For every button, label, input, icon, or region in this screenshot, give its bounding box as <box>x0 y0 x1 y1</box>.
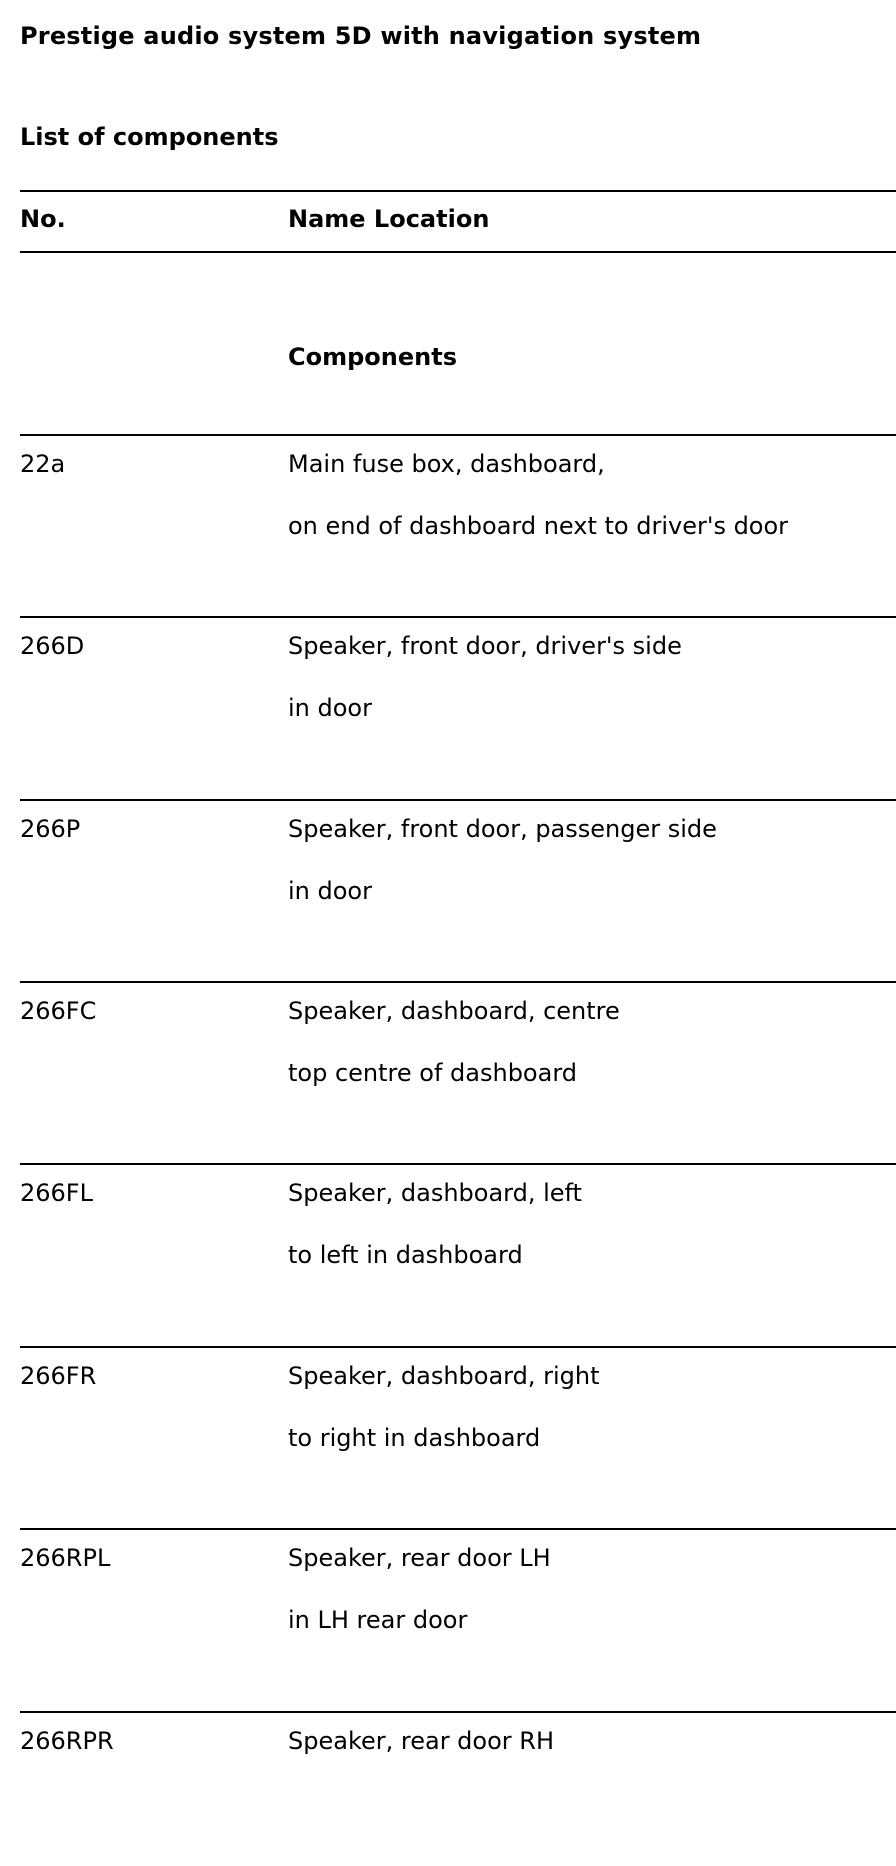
row-rule <box>20 616 896 618</box>
row-rule <box>20 1346 896 1348</box>
row-rule <box>20 434 896 436</box>
row-no: 22a <box>20 450 66 478</box>
row-location: on end of dashboard next to driver's door <box>288 512 789 540</box>
row-name: Speaker, front door, passenger side <box>288 815 717 843</box>
section-heading: List of components <box>20 123 279 151</box>
row-no: 266FC <box>20 997 97 1025</box>
row-no: 266FR <box>20 1362 97 1390</box>
document-title: Prestige audio system 5D with navigation system <box>20 22 702 50</box>
row-location: in door <box>288 877 372 905</box>
row-name: Main fuse box, dashboard, <box>288 450 605 478</box>
row-rule <box>20 981 896 983</box>
row-location: to left in dashboard <box>288 1241 523 1269</box>
header-name-location: Name Location <box>288 205 490 233</box>
row-rule <box>20 799 896 801</box>
row-no: 266D <box>20 632 85 660</box>
row-name: Speaker, rear door RH <box>288 1727 555 1755</box>
row-rule <box>20 1528 896 1530</box>
row-name: Speaker, dashboard, left <box>288 1179 582 1207</box>
row-name: Speaker, dashboard, right <box>288 1362 600 1390</box>
row-name: Speaker, rear door LH <box>288 1544 551 1572</box>
row-no: 266RPR <box>20 1727 114 1755</box>
row-name: Speaker, dashboard, centre <box>288 997 620 1025</box>
row-location: in door <box>288 694 372 722</box>
row-rule <box>20 1163 896 1165</box>
row-no: 266RPL <box>20 1544 111 1572</box>
header-no: No. <box>20 205 66 233</box>
table-top-rule <box>20 190 896 192</box>
row-no: 266FL <box>20 1179 93 1207</box>
row-rule <box>20 1711 896 1713</box>
header-bottom-rule <box>20 251 896 253</box>
row-location: top centre of dashboard <box>288 1059 577 1087</box>
row-location: to right in dashboard <box>288 1424 541 1452</box>
row-no: 266P <box>20 815 81 843</box>
row-location: in LH rear door <box>288 1606 468 1634</box>
group-label-components: Components <box>288 343 457 371</box>
row-name: Speaker, front door, driver's side <box>288 632 682 660</box>
